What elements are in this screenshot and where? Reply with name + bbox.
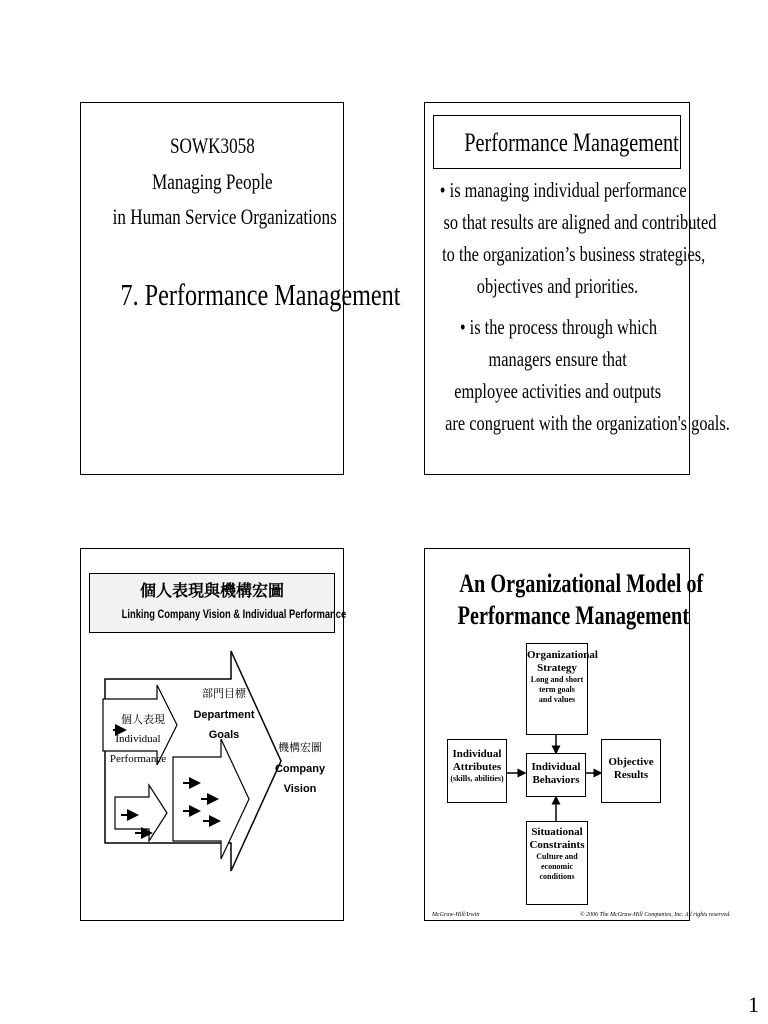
footer-right: © 2006 The McGraw-Hill Companies, Inc. All rights reserved. (580, 912, 731, 918)
individual-label-zh: 個人表現 (121, 713, 165, 726)
department-label-zh: 部門目標 (202, 687, 246, 700)
course-title-line1: Managing People (151, 169, 273, 194)
department-label-en-1: Department (193, 709, 255, 721)
organizational-strategy-box: Organizational Strategy Long and short term goals and values (526, 643, 588, 735)
bullet-line: to the organization’s business strategies, (442, 242, 706, 266)
bullet-line: objectives and priorities. (477, 274, 639, 298)
individual-label-en-1: Individual (115, 733, 161, 745)
course-code: SOWK3058 (169, 133, 255, 158)
company-label-zh: 機構宏圖 (278, 741, 322, 754)
bullet-line: managers ensure that (488, 347, 628, 371)
slide-org-model (424, 548, 704, 921)
title-english: Linking Company Vision & Individual Performance (121, 607, 347, 621)
department-label-en-2: Goals (208, 729, 240, 741)
company-label-en-2: Vision (283, 783, 317, 795)
slide-title-line2: Performance Management (457, 601, 690, 630)
slide-title: Performance Management (464, 128, 679, 157)
bullet-line: so that results are aligned and contributed (443, 210, 717, 234)
title-chinese: 個人表現與機構宏圖 (139, 581, 284, 600)
individual-behaviors-box: Individual Behaviors (526, 753, 586, 797)
bullet-line: • is managing individual performance (439, 178, 687, 202)
slide-title-box (433, 115, 681, 169)
bullet-line: • is the process through which (459, 315, 657, 339)
slide-title (80, 102, 401, 475)
individual-label-en-2: Performance (109, 753, 167, 765)
individual-attributes-box: Individual Attributes (skills, abilities) (447, 739, 507, 803)
bullet-line: are congruent with the organization's goals. (445, 411, 730, 435)
slide-linking-vision (80, 548, 347, 921)
course-title-line2: in Human Service Organizations (112, 204, 337, 229)
slide-definition (424, 102, 730, 475)
page-number: 1 (748, 992, 759, 1017)
lecture-title: 7. Performance Management (120, 277, 401, 312)
bullet-line: employee activities and outputs (454, 379, 662, 403)
situational-constraints-box: Situational Constraints Culture and economic conditions (526, 821, 588, 905)
footer-left: McGraw-Hill/Irwin (432, 912, 480, 918)
slide-title-line1: An Organizational Model of (459, 569, 704, 598)
company-label-en-1: Company (274, 763, 326, 775)
objective-results-box: Objective Results (601, 739, 661, 803)
